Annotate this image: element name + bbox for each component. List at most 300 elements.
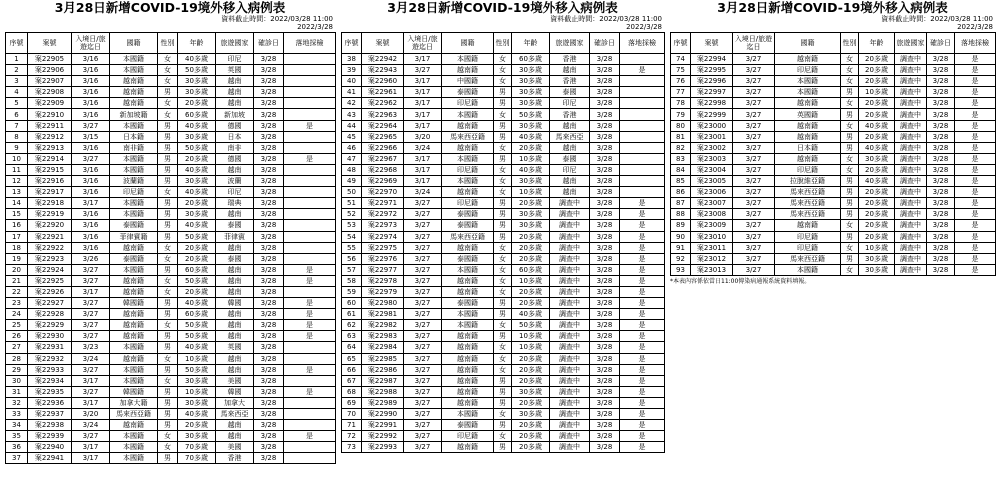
header-age: 年齡 <box>859 33 895 54</box>
header-age: 年齡 <box>178 33 216 54</box>
cell-nationality: 拉脫維亞籍 <box>775 176 841 187</box>
cell-nationality: 越南籍 <box>442 375 494 386</box>
cell-entry-date: 3/20 <box>404 131 442 142</box>
table-row <box>6 220 336 231</box>
cell-sex: 男 <box>494 231 512 242</box>
cell-airport-test <box>620 153 665 164</box>
header-age: 年齡 <box>512 33 550 54</box>
report-date: 2022/3/28 <box>297 23 333 31</box>
cell-sex: 男 <box>158 131 178 142</box>
cell-sex: 女 <box>158 320 178 331</box>
cell-confirm-date: 3/28 <box>254 187 284 198</box>
cell-airport-test <box>284 109 336 120</box>
table-row <box>6 87 336 98</box>
header-entry-date: 入境日/旅遊迄日 <box>733 33 775 54</box>
cell-nationality: 本國籍 <box>110 209 158 220</box>
table-row <box>6 76 336 87</box>
cell-airport-test <box>284 231 336 242</box>
table-row <box>671 142 996 153</box>
cell-case-seq: 47 <box>342 153 362 164</box>
table-row <box>342 187 665 198</box>
cell-sex: 男 <box>841 209 859 220</box>
cell-sex: 男 <box>494 220 512 231</box>
cell-confirm-date: 3/28 <box>254 142 284 153</box>
cell-case-id: 案22926 <box>28 286 72 297</box>
cell-case-seq: 71 <box>342 420 362 431</box>
cell-age: 40多歲 <box>178 54 216 65</box>
cell-airport-test: 是 <box>620 320 665 331</box>
cell-sex: 女 <box>158 431 178 442</box>
case-table <box>341 32 665 453</box>
cell-entry-date: 3/17 <box>72 442 110 453</box>
cell-travel-country: 調查中 <box>550 242 590 253</box>
cell-airport-test: 是 <box>620 253 665 264</box>
cell-entry-date: 3/27 <box>404 231 442 242</box>
cell-confirm-date: 3/28 <box>254 242 284 253</box>
header-confirm-date: 確診日 <box>254 33 284 54</box>
cell-nationality: 本國籍 <box>110 375 158 386</box>
table-row <box>6 176 336 187</box>
cell-confirm-date: 3/28 <box>927 120 955 131</box>
table-row <box>671 220 996 231</box>
table-row <box>6 409 336 420</box>
cell-nationality: 越南籍 <box>110 420 158 431</box>
cell-travel-country: 南非 <box>216 142 254 153</box>
table-row <box>342 87 665 98</box>
cell-confirm-date: 3/28 <box>254 164 284 175</box>
table-row <box>342 397 665 408</box>
cell-case-seq: 31 <box>6 386 28 397</box>
table-row <box>342 76 665 87</box>
cell-case-seq: 7 <box>6 120 28 131</box>
table-row <box>6 65 336 76</box>
cell-confirm-date: 3/28 <box>590 420 620 431</box>
cell-case-id: 案22939 <box>28 431 72 442</box>
cell-airport-test <box>284 442 336 453</box>
cell-nationality: 英國籍 <box>775 109 841 120</box>
cell-sex: 女 <box>494 286 512 297</box>
cell-case-id: 案22915 <box>28 164 72 175</box>
cell-case-id: 案22914 <box>28 153 72 164</box>
cell-case-id: 案22979 <box>362 286 404 297</box>
cell-case-id: 案22970 <box>362 187 404 198</box>
cell-case-seq: 87 <box>671 198 691 209</box>
cell-confirm-date: 3/28 <box>590 87 620 98</box>
cell-entry-date: 3/16 <box>72 98 110 109</box>
cell-age: 50多歲 <box>178 320 216 331</box>
cell-nationality: 本國籍 <box>110 153 158 164</box>
cell-entry-date: 3/27 <box>733 264 775 275</box>
table-row <box>342 409 665 420</box>
cell-airport-test <box>284 76 336 87</box>
cell-sex: 女 <box>494 65 512 76</box>
cell-airport-test <box>284 87 336 98</box>
cell-entry-date: 3/27 <box>404 253 442 264</box>
cell-travel-country: 調查中 <box>895 176 927 187</box>
cell-entry-date: 3/16 <box>72 164 110 175</box>
cell-age: 20多歲 <box>512 442 550 453</box>
cell-nationality: 本國籍 <box>442 409 494 420</box>
report-date: 2022/3/28 <box>626 23 662 31</box>
cell-case-seq: 24 <box>6 309 28 320</box>
cell-airport-test: 是 <box>620 65 665 76</box>
cell-sex: 男 <box>841 176 859 187</box>
table-row <box>342 309 665 320</box>
cell-travel-country: 越南 <box>216 264 254 275</box>
cell-age: 50多歲 <box>178 65 216 76</box>
table-header-row <box>342 33 665 54</box>
cell-age: 30多歲 <box>859 264 895 275</box>
header-case-id: 案號 <box>28 33 72 54</box>
cell-nationality: 本國籍 <box>110 431 158 442</box>
cell-case-seq: 12 <box>6 176 28 187</box>
cell-case-id: 案23007 <box>691 198 733 209</box>
cell-entry-date: 3/17 <box>404 76 442 87</box>
cell-travel-country: 越南 <box>216 331 254 342</box>
cell-sex: 男 <box>841 198 859 209</box>
table-row <box>342 164 665 175</box>
cell-case-id: 案22930 <box>28 331 72 342</box>
table-row <box>342 431 665 442</box>
cell-case-id: 案22988 <box>362 386 404 397</box>
cell-sex: 女 <box>494 242 512 253</box>
cell-travel-country: 調查中 <box>550 231 590 242</box>
cell-nationality: 本國籍 <box>110 65 158 76</box>
cell-entry-date: 3/17 <box>404 153 442 164</box>
cell-airport-test: 是 <box>620 298 665 309</box>
cell-case-seq: 29 <box>6 364 28 375</box>
cell-confirm-date: 3/28 <box>590 331 620 342</box>
cell-age: 30多歲 <box>178 176 216 187</box>
cell-sex: 男 <box>841 109 859 120</box>
cell-age: 70多歲 <box>178 453 216 464</box>
cell-airport-test <box>284 198 336 209</box>
cell-case-seq: 9 <box>6 142 28 153</box>
header-airport-test: 落地採檢 <box>284 33 336 54</box>
cell-case-id: 案23009 <box>691 220 733 231</box>
cell-sex: 男 <box>494 98 512 109</box>
table-row <box>6 442 336 453</box>
cell-case-seq: 74 <box>671 54 691 65</box>
cell-age: 10多歲 <box>512 187 550 198</box>
table-row <box>342 220 665 231</box>
cell-nationality: 越南籍 <box>110 242 158 253</box>
cell-case-seq: 14 <box>6 198 28 209</box>
cell-confirm-date: 3/28 <box>590 198 620 209</box>
cell-nationality: 越南籍 <box>110 76 158 87</box>
cell-confirm-date: 3/28 <box>254 198 284 209</box>
cell-confirm-date: 3/28 <box>590 231 620 242</box>
cell-travel-country: 香港 <box>550 109 590 120</box>
cell-entry-date: 3/27 <box>733 164 775 175</box>
cell-sex: 男 <box>841 187 859 198</box>
cell-case-id: 案22933 <box>28 364 72 375</box>
cell-age: 30多歲 <box>178 209 216 220</box>
cell-sex: 女 <box>494 353 512 364</box>
cell-airport-test: 是 <box>955 220 996 231</box>
cell-case-seq: 35 <box>6 431 28 442</box>
cell-travel-country: 調查中 <box>895 220 927 231</box>
cell-entry-date: 3/20 <box>72 409 110 420</box>
table-row <box>6 309 336 320</box>
cell-airport-test: 是 <box>955 242 996 253</box>
cell-case-id: 案22911 <box>28 120 72 131</box>
cell-confirm-date: 3/28 <box>590 431 620 442</box>
cell-airport-test: 是 <box>620 386 665 397</box>
header-travel-country: 旅遊國家 <box>895 33 927 54</box>
report-date: 2022/3/28 <box>957 23 993 31</box>
cell-nationality: 波蘭籍 <box>110 176 158 187</box>
cell-airport-test: 是 <box>955 164 996 175</box>
cell-travel-country: 調查中 <box>550 198 590 209</box>
cell-confirm-date: 3/28 <box>590 286 620 297</box>
cell-airport-test: 是 <box>620 442 665 453</box>
cell-entry-date: 3/17 <box>404 109 442 120</box>
cell-nationality: 越南籍 <box>110 98 158 109</box>
cell-age: 50多歲 <box>512 109 550 120</box>
cell-case-seq: 22 <box>6 286 28 297</box>
cell-case-seq: 1 <box>6 54 28 65</box>
cell-nationality: 韓國籍 <box>110 298 158 309</box>
cell-confirm-date: 3/28 <box>590 320 620 331</box>
cell-airport-test: 是 <box>620 364 665 375</box>
cell-confirm-date: 3/28 <box>927 153 955 164</box>
cell-sex: 男 <box>494 153 512 164</box>
table-row <box>342 176 665 187</box>
cell-case-id: 案22921 <box>28 231 72 242</box>
cell-nationality: 本國籍 <box>110 164 158 175</box>
cell-entry-date: 3/17 <box>404 87 442 98</box>
cell-travel-country: 調查中 <box>895 98 927 109</box>
cell-case-seq: 69 <box>342 397 362 408</box>
cell-case-seq: 43 <box>342 109 362 120</box>
cell-airport-test <box>284 98 336 109</box>
cell-sex: 男 <box>158 209 178 220</box>
cell-nationality: 泰國籍 <box>442 420 494 431</box>
table-row <box>671 242 996 253</box>
table-row <box>342 120 665 131</box>
cell-confirm-date: 3/28 <box>927 220 955 231</box>
header-airport-test: 落地採檢 <box>955 33 996 54</box>
cell-entry-date: 3/16 <box>72 231 110 242</box>
cell-travel-country: 調查中 <box>550 409 590 420</box>
cell-airport-test: 是 <box>955 198 996 209</box>
cell-age: 20多歲 <box>512 298 550 309</box>
cell-age: 30多歲 <box>512 220 550 231</box>
cell-sex: 男 <box>494 209 512 220</box>
cell-age: 30多歲 <box>512 386 550 397</box>
cell-case-seq: 15 <box>6 209 28 220</box>
cell-airport-test: 是 <box>620 209 665 220</box>
cell-travel-country: 德國 <box>216 153 254 164</box>
cell-age: 20多歲 <box>859 65 895 76</box>
cell-case-seq: 2 <box>6 65 28 76</box>
cell-age: 50多歲 <box>178 331 216 342</box>
cell-airport-test <box>620 98 665 109</box>
cell-airport-test: 是 <box>620 342 665 353</box>
table-row <box>671 231 996 242</box>
cell-nationality: 越南籍 <box>442 353 494 364</box>
cell-travel-country: 美國 <box>216 375 254 386</box>
cell-case-seq: 33 <box>6 409 28 420</box>
cell-entry-date: 3/27 <box>733 131 775 142</box>
cell-sex: 女 <box>158 54 178 65</box>
cell-nationality: 印尼籍 <box>442 164 494 175</box>
cell-sex: 男 <box>494 87 512 98</box>
cell-sex: 女 <box>494 187 512 198</box>
cell-case-seq: 42 <box>342 98 362 109</box>
cell-airport-test: 是 <box>620 264 665 275</box>
cell-sex: 男 <box>494 298 512 309</box>
cell-case-seq: 34 <box>6 420 28 431</box>
cell-nationality: 本國籍 <box>442 309 494 320</box>
cell-nationality: 馬來西亞籍 <box>110 409 158 420</box>
cell-case-seq: 23 <box>6 298 28 309</box>
table-row <box>671 153 996 164</box>
header-confirm-date: 確診日 <box>590 33 620 54</box>
cell-travel-country: 越南 <box>550 65 590 76</box>
cell-travel-country: 調查中 <box>895 209 927 220</box>
table-row <box>342 131 665 142</box>
cell-entry-date: 3/16 <box>72 109 110 120</box>
cell-age: 30多歲 <box>512 120 550 131</box>
cell-airport-test: 是 <box>620 397 665 408</box>
cell-sex: 男 <box>158 164 178 175</box>
cell-travel-country: 越南 <box>216 309 254 320</box>
cell-entry-date: 3/27 <box>733 98 775 109</box>
cell-case-seq: 90 <box>671 231 691 242</box>
cell-travel-country: 調查中 <box>550 275 590 286</box>
cell-airport-test: 是 <box>620 409 665 420</box>
cell-airport-test: 是 <box>620 331 665 342</box>
cell-travel-country: 調查中 <box>895 131 927 142</box>
cell-sex: 女 <box>494 76 512 87</box>
cell-confirm-date: 3/28 <box>254 309 284 320</box>
cell-sex: 女 <box>158 286 178 297</box>
cell-nationality: 本國籍 <box>110 264 158 275</box>
cell-entry-date: 3/16 <box>72 242 110 253</box>
cell-entry-date: 3/17 <box>72 375 110 386</box>
cell-age: 40多歲 <box>512 164 550 175</box>
cell-airport-test <box>284 353 336 364</box>
cell-nationality: 越南籍 <box>442 286 494 297</box>
cell-case-seq: 68 <box>342 386 362 397</box>
table-row <box>6 342 336 353</box>
cell-case-id: 案22962 <box>362 98 404 109</box>
table-row <box>342 375 665 386</box>
cell-case-id: 案22963 <box>362 109 404 120</box>
cell-case-seq: 80 <box>671 120 691 131</box>
cell-case-seq: 66 <box>342 364 362 375</box>
cell-travel-country: 越南 <box>216 209 254 220</box>
cell-nationality: 馬來西亞籍 <box>775 187 841 198</box>
cell-confirm-date: 3/28 <box>590 298 620 309</box>
cell-airport-test: 是 <box>955 176 996 187</box>
cell-case-seq: 44 <box>342 120 362 131</box>
cell-nationality: 越南籍 <box>442 442 494 453</box>
cell-case-id: 案23012 <box>691 253 733 264</box>
table-row <box>6 120 336 131</box>
cell-case-id: 案22981 <box>362 309 404 320</box>
cell-entry-date: 3/17 <box>404 176 442 187</box>
cell-confirm-date: 3/28 <box>590 187 620 198</box>
cell-case-seq: 51 <box>342 198 362 209</box>
cell-airport-test <box>284 242 336 253</box>
cell-nationality: 加拿大籍 <box>110 397 158 408</box>
cell-case-id: 案22999 <box>691 109 733 120</box>
cell-age: 60多歲 <box>512 264 550 275</box>
cell-nationality: 馬來西亞籍 <box>442 231 494 242</box>
case-table-panel-3 <box>670 0 995 286</box>
data-cutoff-time: 資料截止時間：2022/03/28 11:00 <box>221 15 333 23</box>
cell-confirm-date: 3/28 <box>590 342 620 353</box>
cell-case-id: 案22909 <box>28 98 72 109</box>
cell-confirm-date: 3/28 <box>927 264 955 275</box>
cell-case-seq: 41 <box>342 87 362 98</box>
cell-confirm-date: 3/28 <box>927 54 955 65</box>
cell-age: 20多歲 <box>859 231 895 242</box>
cell-entry-date: 3/17 <box>404 120 442 131</box>
cell-airport-test: 是 <box>955 54 996 65</box>
cell-age: 50多歲 <box>178 142 216 153</box>
cell-case-seq: 93 <box>671 264 691 275</box>
cell-case-seq: 45 <box>342 131 362 142</box>
cell-travel-country: 調查中 <box>550 342 590 353</box>
table-row <box>342 198 665 209</box>
table-row <box>6 420 336 431</box>
cell-entry-date: 3/27 <box>404 353 442 364</box>
cell-airport-test: 是 <box>955 231 996 242</box>
table-row <box>342 442 665 453</box>
cell-airport-test <box>284 286 336 297</box>
cell-entry-date: 3/27 <box>404 375 442 386</box>
cell-airport-test <box>620 120 665 131</box>
cell-confirm-date: 3/28 <box>590 309 620 320</box>
cell-travel-country: 印尼 <box>216 54 254 65</box>
cell-confirm-date: 3/28 <box>927 98 955 109</box>
header-travel-country: 旅遊國家 <box>550 33 590 54</box>
cell-airport-test: 是 <box>620 231 665 242</box>
cell-airport-test <box>284 409 336 420</box>
cell-age: 30多歲 <box>178 87 216 98</box>
cell-sex: 男 <box>494 309 512 320</box>
cell-nationality: 越南籍 <box>775 120 841 131</box>
cell-age: 20多歲 <box>512 375 550 386</box>
cell-travel-country: 調查中 <box>550 253 590 264</box>
cell-nationality: 越南籍 <box>442 242 494 253</box>
cell-sex: 男 <box>158 386 178 397</box>
cell-entry-date: 3/27 <box>72 120 110 131</box>
cell-case-seq: 84 <box>671 164 691 175</box>
cell-age: 50多歲 <box>178 364 216 375</box>
cell-confirm-date: 3/28 <box>590 65 620 76</box>
cell-travel-country: 調查中 <box>550 320 590 331</box>
cell-nationality: 越南籍 <box>110 320 158 331</box>
cell-case-id: 案22905 <box>28 54 72 65</box>
cell-case-id: 案22973 <box>362 220 404 231</box>
table-row <box>6 364 336 375</box>
cell-age: 30多歲 <box>178 131 216 142</box>
cell-case-id: 案22992 <box>362 431 404 442</box>
cell-nationality: 馬來西亞籍 <box>775 198 841 209</box>
cell-case-id: 案22966 <box>362 142 404 153</box>
cell-confirm-date: 3/28 <box>590 364 620 375</box>
cell-nationality: 本國籍 <box>442 176 494 187</box>
cell-case-seq: 48 <box>342 164 362 175</box>
table-row <box>6 231 336 242</box>
cell-travel-country: 調查中 <box>550 375 590 386</box>
cell-case-id: 案22977 <box>362 264 404 275</box>
